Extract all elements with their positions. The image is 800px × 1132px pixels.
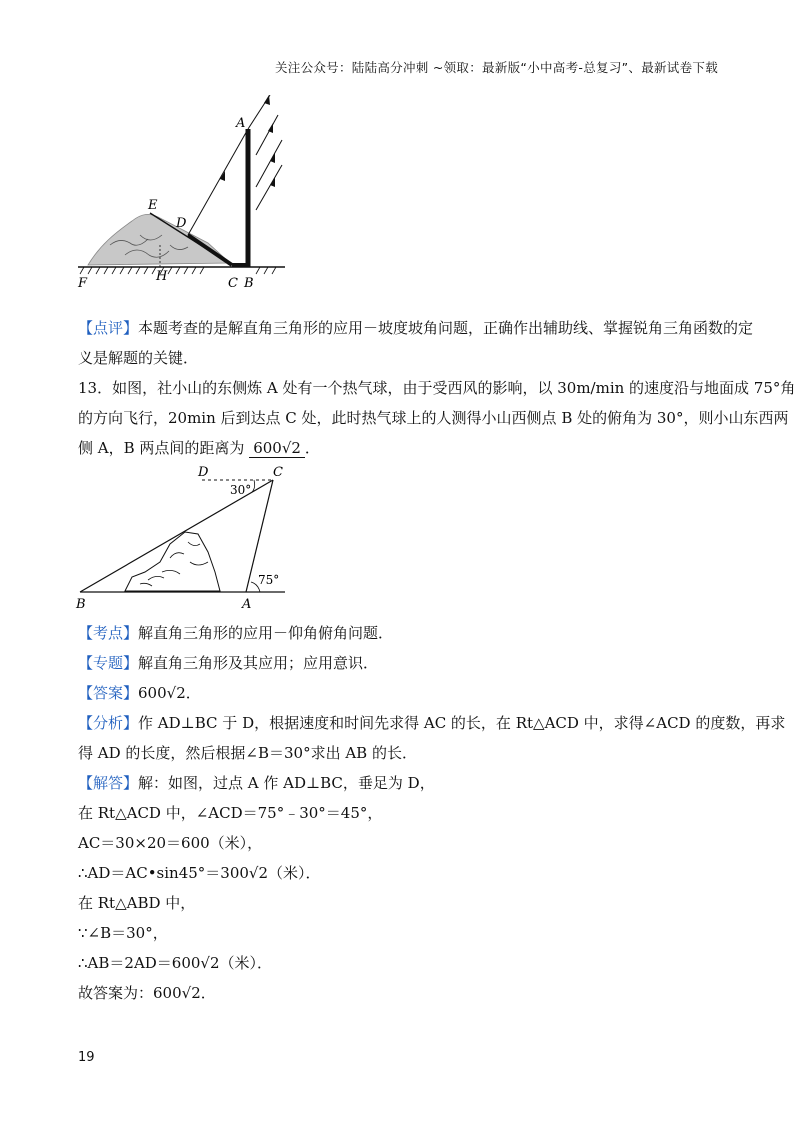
zhuanti-line bbox=[78, 653, 378, 673]
jieda-tag: 【解答】 bbox=[78, 774, 139, 792]
label-F: F bbox=[78, 276, 88, 291]
label-A: A bbox=[236, 116, 246, 131]
q13-line-3-prefix: 侧 A，B 两点间的距离为 bbox=[78, 439, 245, 457]
fig2-angle-75: 75° bbox=[258, 573, 280, 587]
daan-text: 600√2． bbox=[138, 684, 201, 702]
kaodian-tag: 【考点】 bbox=[78, 624, 139, 642]
comment-line-2: 义是解题的关键． bbox=[78, 349, 199, 367]
kaodian-text: 解直角三角形的应用－仰角俯角问题． bbox=[138, 624, 394, 642]
fig2-label-D: D bbox=[198, 465, 209, 480]
jieda-step: AC＝30×20＝600（米）， bbox=[78, 834, 263, 852]
q13-line-3-suffix: ． bbox=[304, 439, 320, 457]
daan-line bbox=[78, 683, 201, 703]
slope-pole-figure bbox=[70, 95, 300, 295]
fenxi-line-2: 得 AD 的长度，然后根据∠B＝30°求出 AB 的长． bbox=[78, 744, 417, 762]
fenxi-tag: 【分析】 bbox=[78, 714, 139, 732]
fig2-label-C: C bbox=[273, 465, 283, 480]
jieda-step: ∵∠B＝30°， bbox=[78, 924, 168, 942]
q13-answer: 600√2 bbox=[249, 439, 305, 458]
jieda-step: ∴AB＝2AD＝600√2（米）． bbox=[78, 954, 273, 972]
jieda-line-1 bbox=[78, 773, 435, 793]
label-E: E bbox=[148, 198, 158, 213]
jieda-step: 在 Rt△ABD 中， bbox=[78, 894, 196, 912]
jieda-step: ∴AD＝AC•sin45°＝300√2（米）． bbox=[78, 864, 321, 882]
daan-tag: 【答案】 bbox=[78, 684, 139, 702]
fig2-label-B: B bbox=[76, 597, 86, 612]
fig2-label-A: A bbox=[242, 597, 252, 612]
q13-line-2: 的方向飞行，20min 后到达点 C 处，此时热气球上的人测得小山西侧点 B 处的俯角为 30°，则小山东西两 bbox=[78, 409, 789, 427]
zhuanti-tag: 【专题】 bbox=[78, 654, 139, 672]
page-number: 19 bbox=[78, 1050, 95, 1065]
jieda-text-1: 解：如图，过点 A 作 AD⊥BC，垂足为 D， bbox=[138, 774, 435, 792]
label-B: B bbox=[244, 276, 254, 291]
jieda-step: 在 Rt△ACD 中，∠ACD＝75°﹣30°＝45°， bbox=[78, 804, 383, 822]
fig2-angle-30: 30° bbox=[230, 483, 252, 497]
fenxi-line-1 bbox=[78, 713, 785, 733]
comment-tag: 【点评】 bbox=[78, 319, 139, 337]
label-C: C bbox=[228, 276, 238, 291]
comment-line-1 bbox=[78, 318, 753, 338]
q13-line-3 bbox=[78, 438, 320, 458]
balloon-figure bbox=[70, 462, 300, 612]
comment-text-1: 本题考查的是解直角三角形的应用－坡度坡角问题，正确作出辅助线、掌握锐角三角函数的定 bbox=[138, 319, 754, 337]
kaodian-line bbox=[78, 623, 393, 643]
page-header: 关注公众号：陆陆高分冲刺 ~领取：最新版“小中高考-总复习”、最新试卷下载 bbox=[274, 60, 718, 75]
label-H: H bbox=[156, 269, 168, 284]
zhuanti-text: 解直角三角形及其应用；应用意识． bbox=[138, 654, 379, 672]
label-D: D bbox=[176, 216, 187, 231]
jieda-step: 故答案为：600√2． bbox=[78, 984, 216, 1002]
q13-line-1: 13．如图，社小山的东侧炼 A 处有一个热气球，由于受西风的影响，以 30m/min 的速度沿与地面成 75°角 bbox=[78, 379, 796, 397]
fenxi-text-1: 作 AD⊥BC 于 D，根据速度和时间先求得 AC 的长，在 Rt△ACD 中，求得∠ACD 的度数，再求 bbox=[138, 714, 786, 732]
